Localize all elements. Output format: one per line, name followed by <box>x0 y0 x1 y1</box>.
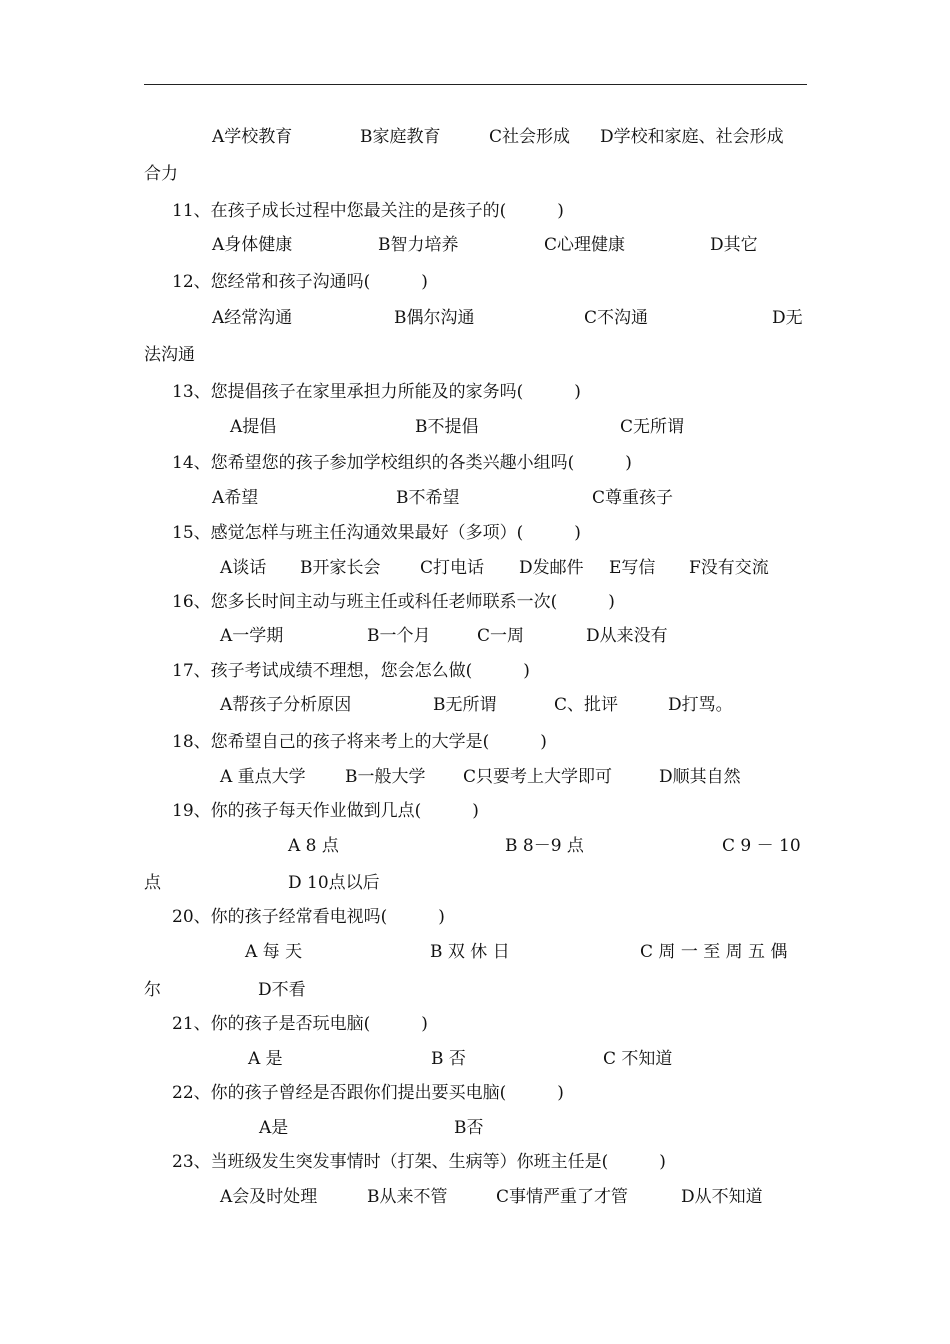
q20-options <box>0 938 950 966</box>
q10-option-a: A学校教育 <box>212 127 293 147</box>
q13-question: 13、您提倡孩子在家里承担力所能及的家务吗( ) <box>172 382 581 402</box>
q10-option-b: B家庭教育 <box>360 127 441 147</box>
q18-option-d: D顺其自然 <box>659 767 741 787</box>
q17-options <box>0 691 950 719</box>
q19-option-b: B 8－9 点 <box>505 836 584 856</box>
q20-option-a: A 每 天 <box>245 942 303 962</box>
q17-question: 17、孩子考试成绩不理想，您会怎么做( ) <box>172 661 530 681</box>
q21-option-b: B 否 <box>431 1049 466 1069</box>
q19-options <box>0 832 950 860</box>
q10-option-c: C社会形成 <box>489 127 571 147</box>
q22-option-a: A是 <box>259 1118 289 1138</box>
q15-option-d: D发邮件 <box>519 558 584 578</box>
q17-option-c: C、批评 <box>554 695 619 715</box>
q14-option-a: A希望 <box>212 488 259 508</box>
q23-question: 23、当班级发生突发事情时（打架、生病等）你班主任是( ) <box>172 1152 666 1172</box>
q13-option-a: A提倡 <box>230 417 277 437</box>
q12-options <box>0 304 950 332</box>
q14-option-b: B不希望 <box>396 488 460 508</box>
q15-option-f: F没有交流 <box>689 558 769 578</box>
q16-option-c: C一周 <box>477 626 525 646</box>
q15-options <box>0 554 950 582</box>
header-rule <box>144 84 807 85</box>
q20-wrap-text: 尔 <box>144 980 161 1000</box>
q16-option-b: B一个月 <box>367 626 431 646</box>
q12-wrap: 法沟通 <box>144 345 195 365</box>
q21-options <box>0 1045 950 1073</box>
q11-option-d: D其它 <box>710 235 758 255</box>
q13-options <box>0 413 950 441</box>
q15-question: 15、感觉怎样与班主任沟通效果最好（多项）( ) <box>172 523 581 543</box>
q12-question: 12、您经常和孩子沟通吗( ) <box>172 272 428 292</box>
q15-option-b: B开家长会 <box>300 558 381 578</box>
q14-question: 14、您希望您的孩子参加学校组织的各类兴趣小组吗( ) <box>172 453 632 473</box>
q19-wrap <box>0 869 950 897</box>
q18-options <box>0 763 950 791</box>
q18-option-c: C只要考上大学即可 <box>463 767 613 787</box>
q23-option-a: A会及时处理 <box>220 1187 318 1207</box>
q23-option-c: C事情严重了才管 <box>496 1187 629 1207</box>
q19-question: 19、你的孩子每天作业做到几点( ) <box>172 801 479 821</box>
q11-option-c: C心理健康 <box>544 235 626 255</box>
q20-option-d: D不看 <box>258 980 306 1000</box>
q15-option-a: A谈话 <box>220 558 267 578</box>
q21-option-c: C 不知道 <box>603 1049 673 1069</box>
q20-option-b: B 双 休 日 <box>430 942 510 962</box>
q10-options <box>0 123 950 151</box>
q22-question: 22、你的孩子曾经是否跟你们提出要买电脑( ) <box>172 1083 564 1103</box>
q22-option-b: B否 <box>454 1118 484 1138</box>
q21-question: 21、你的孩子是否玩电脑( ) <box>172 1014 428 1034</box>
q12-option-d: D无 <box>772 308 803 328</box>
q19-wrap-text: 点 <box>144 873 161 893</box>
q18-question: 18、您希望自己的孩子将来考上的大学是( ) <box>172 732 547 752</box>
q18-option-b: B一般大学 <box>345 767 426 787</box>
q16-options <box>0 622 950 650</box>
q10-option-d: D学校和家庭、社会形成 <box>600 127 784 147</box>
q21-option-a: A 是 <box>248 1049 283 1069</box>
q17-option-d: D打骂。 <box>668 695 733 715</box>
q20-wrap <box>0 976 950 1004</box>
q22-options <box>0 1114 950 1142</box>
q10-wrap: 合力 <box>144 164 178 184</box>
q17-option-b: B无所谓 <box>433 695 497 715</box>
q20-option-c: C 周 一 至 周 五 偶 <box>640 942 788 962</box>
q12-option-c: C不沟通 <box>584 308 649 328</box>
q12-option-b: B偶尔沟通 <box>394 308 475 328</box>
q15-option-c: C打电话 <box>420 558 485 578</box>
q18-option-a: A 重点大学 <box>220 767 306 787</box>
q16-option-a: A一学期 <box>220 626 284 646</box>
q19-option-d: D 10点以后 <box>288 873 380 893</box>
q11-question: 11、在孩子成长过程中您最关注的是孩子的( ) <box>172 201 564 221</box>
q11-options <box>0 231 950 259</box>
q11-option-b: B智力培养 <box>378 235 459 255</box>
q12-option-a: A经常沟通 <box>212 308 293 328</box>
q19-option-a: A 8 点 <box>288 836 339 856</box>
q14-option-c: C尊重孩子 <box>592 488 674 508</box>
q19-option-c: C 9 － 10 <box>722 836 801 856</box>
q17-option-a: A帮孩子分析原因 <box>220 695 352 715</box>
q15-option-e: E写信 <box>609 558 656 578</box>
q13-option-b: B不提倡 <box>415 417 479 437</box>
q20-question: 20、你的孩子经常看电视吗( ) <box>172 907 445 927</box>
q13-option-c: C无所谓 <box>620 417 685 437</box>
q16-option-d: D从来没有 <box>586 626 668 646</box>
q14-options <box>0 484 950 512</box>
q11-option-a: A身体健康 <box>212 235 293 255</box>
q23-option-d: D从不知道 <box>681 1187 763 1207</box>
q23-option-b: B从来不管 <box>367 1187 448 1207</box>
q23-options <box>0 1183 950 1211</box>
q16-question: 16、您多长时间主动与班主任或科任老师联系一次( ) <box>172 592 615 612</box>
